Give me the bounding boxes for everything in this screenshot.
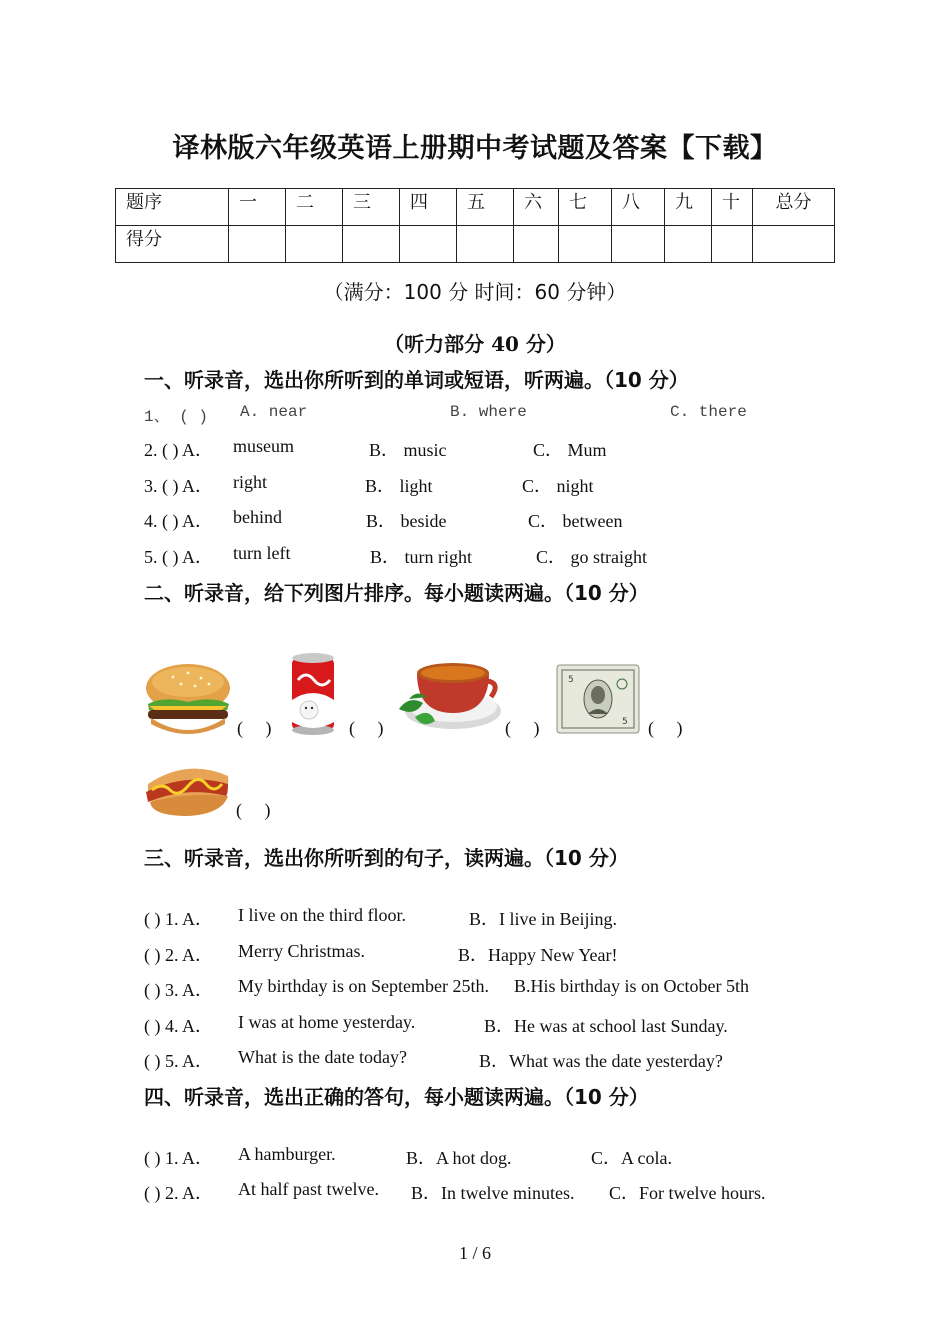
score-cell: 十 [712, 189, 753, 226]
option-a[interactable]: Merry Christmas. [238, 941, 365, 961]
section4-heading: 四、听录音，选出正确的答句，每小题读两遍。（10 分） [144, 1085, 649, 1109]
picture-answer-blank[interactable]: ( ) [237, 718, 272, 738]
option-b[interactable]: B． music [369, 440, 447, 460]
score-row-label: 得分 [116, 226, 229, 263]
score-cell: 三 [343, 189, 400, 226]
question-number: 3. ( ) A． [144, 476, 213, 496]
score-cell: 一 [229, 189, 286, 226]
option-b[interactable]: B．What was the date yesterday? [479, 1051, 723, 1071]
option-c[interactable]: C． between [528, 511, 623, 531]
score-blank-cell[interactable] [514, 226, 559, 263]
option-a[interactable]: A hamburger. [238, 1144, 336, 1164]
score-blank-cell[interactable] [712, 226, 753, 263]
score-cell: 四 [400, 189, 457, 226]
question-number: 2. ( ) A． [144, 440, 213, 460]
option-b[interactable]: B．He was at school last Sunday. [484, 1016, 728, 1036]
score-cell: 题序 [116, 189, 229, 226]
option-b[interactable]: B．A hot dog. [406, 1148, 512, 1168]
picture-answer-blank[interactable]: ( ) [505, 718, 540, 738]
score-blank-cell[interactable] [559, 226, 612, 263]
option-a[interactable]: What is the date today? [238, 1047, 407, 1067]
score-blank-cell[interactable] [665, 226, 712, 263]
option-b[interactable]: B． turn right [370, 547, 472, 567]
option-c[interactable]: C. there [670, 403, 747, 421]
question-number: ( ) 1. A． [144, 1148, 213, 1168]
option-c[interactable]: C．A cola. [591, 1148, 672, 1168]
score-cell: 总分 [753, 189, 835, 226]
score-blank-cell[interactable] [457, 226, 514, 263]
question-number: 1、 ( ) [144, 408, 209, 426]
hamburger-icon [143, 662, 233, 738]
question-number: 5. ( ) A． [144, 547, 213, 567]
option-b[interactable]: B. where [450, 403, 527, 421]
option-a[interactable]: I was at home yesterday. [238, 1012, 416, 1032]
picture-answer-blank[interactable]: ( ) [236, 800, 271, 820]
question-number: ( ) 2. A． [144, 1183, 213, 1203]
option-b[interactable]: B．In twelve minutes. [411, 1183, 575, 1203]
option-b[interactable]: B．I live in Beijing. [469, 909, 617, 929]
option-a[interactable]: At half past twelve. [238, 1179, 379, 1199]
section1-heading: 一、听录音，选出你所听到的单词或短语，听两遍。（10 分） [144, 368, 689, 392]
option-c[interactable]: C． night [522, 476, 594, 496]
score-cell: 九 [665, 189, 712, 226]
question-number: ( ) 3. A． [144, 980, 213, 1000]
score-cell: 二 [286, 189, 343, 226]
score-blank-cell[interactable] [400, 226, 457, 263]
option-b[interactable]: B.His birthday is on October 5th [514, 976, 749, 996]
option-c[interactable]: C．For twelve hours. [609, 1183, 766, 1203]
score-cell: 七 [559, 189, 612, 226]
picture-answer-blank[interactable]: ( ) [349, 718, 384, 738]
question-number: 4. ( ) A． [144, 511, 213, 531]
section2-heading: 二、听录音，给下列图片排序。每小题读两遍。（10 分） [144, 581, 649, 605]
svg-text:5: 5 [568, 675, 574, 685]
score-blank-cell[interactable] [229, 226, 286, 263]
score-table [115, 188, 835, 263]
option-a[interactable]: right [233, 472, 267, 492]
question-number: ( ) 1. A． [144, 909, 213, 929]
score-blank-cell[interactable] [343, 226, 400, 263]
score-blank-cell[interactable] [612, 226, 665, 263]
option-a[interactable]: I live on the third floor. [238, 905, 406, 925]
score-cell: 五 [457, 189, 514, 226]
score-cell: 八 [612, 189, 665, 226]
option-b[interactable]: B．Happy New Year! [458, 945, 618, 965]
option-b[interactable]: B． beside [366, 511, 447, 531]
option-c[interactable]: C． Mum [533, 440, 607, 460]
question-number: ( ) 4. A． [144, 1016, 213, 1036]
score-cell: 六 [514, 189, 559, 226]
option-a[interactable]: My birthday is on September 25th. [238, 976, 489, 996]
score-table-header-row [116, 189, 835, 226]
page-title: 译林版六年级英语上册期中考试题及答案【下载】 [172, 133, 778, 164]
option-a[interactable]: A. near [240, 403, 308, 421]
section3-heading: 三、听录音，选出你所听到的句子，读两遍。（10 分） [144, 846, 629, 870]
dollar-bill-icon [556, 664, 640, 734]
option-a[interactable]: behind [233, 507, 282, 527]
option-b[interactable]: B． light [365, 476, 433, 496]
question-number: ( ) 2. A． [144, 945, 213, 965]
tea-cup-icon [395, 655, 503, 735]
option-c[interactable]: C． go straight [536, 547, 647, 567]
score-blank-cell[interactable] [753, 226, 835, 263]
svg-text:5: 5 [622, 717, 628, 727]
hot-dog-icon [142, 762, 232, 818]
listening-part-heading: （听力部分 40 分） [384, 332, 566, 356]
page-number: 1 / 6 [458, 1243, 491, 1263]
option-a[interactable]: turn left [233, 543, 291, 563]
score-table-score-row [116, 226, 835, 263]
option-a[interactable]: museum [233, 436, 294, 456]
score-blank-cell[interactable] [286, 226, 343, 263]
cola-can-icon [288, 650, 338, 736]
question-number: ( ) 5. A． [144, 1051, 213, 1071]
full-mark-note: （满分：100 分 时间：60 分钟） [323, 280, 627, 304]
picture-answer-blank[interactable]: ( ) [648, 718, 683, 738]
